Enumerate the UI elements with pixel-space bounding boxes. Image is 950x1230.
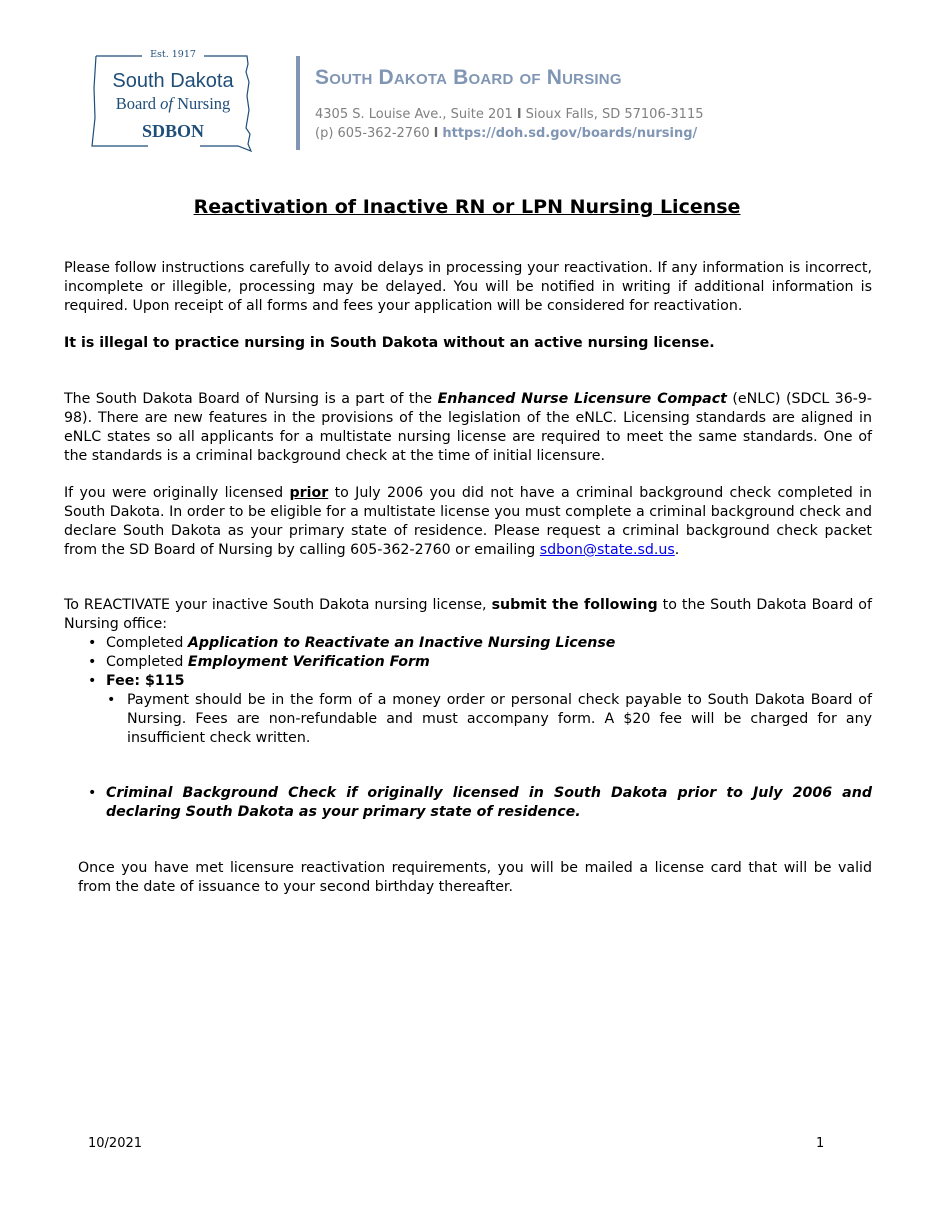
intro-paragraph: Please follow instructions carefully to avoid delays in processing your reactivation. If any information is incorrect, incomplete or illegible, processing may be delayed. You will be notified in writing if additional information is required. Upon receipt of all forms and fees your application will be considered for reactivation. xyxy=(64,260,872,314)
background-check-paragraph: If you were originally licensed prior to July 2006 you did not have a criminal background check completed in South Dakota. In order to be eligible for a multistate license you must complete a criminal background check and declare South Dakota as your primary state of residence. Please request a criminal background check packet from the SD Board of Nursing by calling 605-362-2760 or emailing sdbon@state.sd.us. xyxy=(64,485,872,558)
logo-state-name: South Dakota xyxy=(112,70,234,92)
list-item: • Fee: $115 xyxy=(88,673,185,689)
org-contact: (p) 605-362-2760 l https://doh.sd.gov/boards/nursing/ xyxy=(315,126,698,141)
warning-statement: It is illegal to practice nursing in South Dakota without an active nursing license. xyxy=(64,335,715,351)
list-item: • Completed Application to Reactivate an Inactive Nursing License xyxy=(88,635,616,651)
logo-board-name: Board of Nursing xyxy=(115,94,231,113)
footer-date: 10/2021 xyxy=(88,1136,143,1151)
closing-paragraph: Once you have met licensure reactivation requirements, you will be mailed a license card that will be valid from the date of issuance to your second birthday thereafter. xyxy=(78,860,872,895)
org-name: South Dakota Board of Nursing xyxy=(315,66,622,89)
page-title: Reactivation of Inactive RN or LPN Nursing License xyxy=(193,196,741,218)
page-number: 1 xyxy=(816,1136,825,1151)
website-link[interactable]: https://doh.sd.gov/boards/nursing/ xyxy=(442,126,698,141)
org-address: 4305 S. Louise Ave., Suite 201 l Sioux Falls, SD 57106-3115 xyxy=(315,107,704,122)
list-item: • Completed Employment Verification Form xyxy=(88,654,430,670)
list-item: • Criminal Background Check if originally licensed in South Dakota prior to July 2006 and declaring South Dakota as your primary state of residence. xyxy=(88,785,872,820)
requirements-list xyxy=(88,634,872,691)
header-divider xyxy=(296,56,300,150)
logo-est: Est. 1917 xyxy=(150,49,196,60)
logo-abbreviation: SDBON xyxy=(141,121,204,141)
reactivate-paragraph: To REACTIVATE your inactive South Dakota nursing license, submit the following to the South Dakota Board of Nursing office: xyxy=(64,597,872,632)
criminal-check-list xyxy=(88,784,872,822)
sdbon-logo xyxy=(88,48,253,154)
fee-sublist xyxy=(107,691,872,748)
list-item: • Payment should be in the form of a money order or personal check payable to South Dakota Board of Nursing. Fees are non-refundable and must accompany form. A $20 fee will be charged for any insufficient check written. xyxy=(107,692,872,746)
email-link[interactable]: sdbon@state.sd.us xyxy=(539,542,675,558)
compact-paragraph: The South Dakota Board of Nursing is a part of the Enhanced Nurse Licensure Compact (eNLC) (SDCL 36-9-98). There are new features in the provisions of the legislation of the eNLC. Licensing standards are aligned in eNLC states so all applicants for a multistate nursing license are required to meet the same standards. One of the standards is a criminal background check at the time of initial licensure. xyxy=(64,391,872,464)
